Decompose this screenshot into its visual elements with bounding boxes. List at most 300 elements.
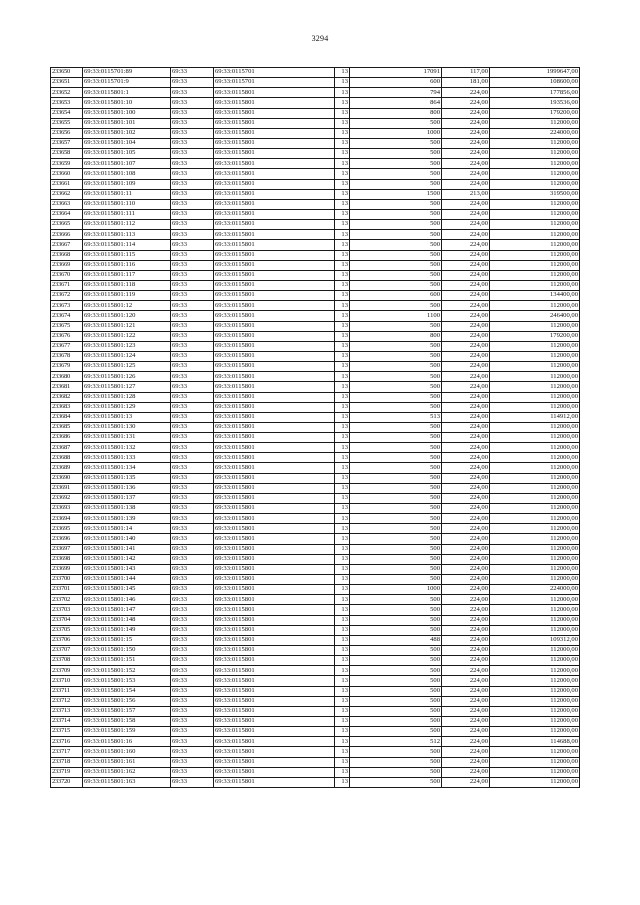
region-code-cell: 69:33	[171, 88, 214, 98]
area-cell: 1000	[350, 128, 442, 138]
table-row	[51, 250, 580, 260]
cadastral-number-cell: 69:33:0115801:113	[83, 230, 171, 240]
type-code-cell: 13	[335, 747, 350, 757]
unit-price-cell: 224,00	[442, 392, 490, 402]
unit-price-cell: 224,00	[442, 118, 490, 128]
cadastral-block-cell: 69:33:0115801	[214, 98, 335, 108]
table-row	[51, 230, 580, 240]
area-cell: 500	[350, 534, 442, 544]
area-cell: 500	[350, 463, 442, 473]
cadastral-number-cell: 69:33:0115801:118	[83, 280, 171, 290]
cadastral-value-cell: 112000,00	[490, 149, 580, 159]
cadastral-block-cell: 69:33:0115801	[214, 625, 335, 635]
cadastral-block-cell: 69:33:0115801	[214, 240, 335, 250]
cadastral-number-cell: 69:33:0115801:115	[83, 250, 171, 260]
cadastral-value-cell: 112000,00	[490, 463, 580, 473]
area-cell: 500	[350, 727, 442, 737]
row-number-cell: 233656	[51, 128, 83, 138]
cadastral-block-cell: 69:33:0115801	[214, 646, 335, 656]
row-number-cell: 233691	[51, 483, 83, 493]
area-cell: 500	[350, 504, 442, 514]
cadastral-number-cell: 69:33:0115801:143	[83, 564, 171, 574]
unit-price-cell: 224,00	[442, 362, 490, 372]
unit-price-cell: 224,00	[442, 737, 490, 747]
table-row	[51, 189, 580, 199]
row-number-cell: 233674	[51, 311, 83, 321]
cadastral-block-cell: 69:33:0115801	[214, 463, 335, 473]
row-number-cell: 233650	[51, 68, 83, 78]
cadastral-value-cell: 112000,00	[490, 341, 580, 351]
unit-price-cell: 224,00	[442, 635, 490, 645]
cadastral-block-cell: 69:33:0115801	[214, 382, 335, 392]
table-row	[51, 240, 580, 250]
table-row	[51, 159, 580, 169]
cadastral-value-cell: 114688,00	[490, 737, 580, 747]
region-code-cell: 69:33	[171, 615, 214, 625]
type-code-cell: 13	[335, 149, 350, 159]
row-number-cell: 233683	[51, 402, 83, 412]
type-code-cell: 13	[335, 615, 350, 625]
cadastral-number-cell: 69:33:0115801:152	[83, 666, 171, 676]
cadastral-block-cell: 69:33:0115801	[214, 666, 335, 676]
unit-price-cell: 224,00	[442, 169, 490, 179]
cadastral-value-cell: 179200,00	[490, 108, 580, 118]
area-cell: 500	[350, 696, 442, 706]
cadastral-value-cell: 114912,00	[490, 412, 580, 422]
area-cell: 800	[350, 108, 442, 118]
area-cell: 500	[350, 625, 442, 635]
unit-price-cell: 224,00	[442, 443, 490, 453]
type-code-cell: 13	[335, 291, 350, 301]
area-cell: 500	[350, 351, 442, 361]
region-code-cell: 69:33	[171, 341, 214, 351]
cadastral-number-cell: 69:33:0115801:12	[83, 301, 171, 311]
table-row	[51, 108, 580, 118]
cadastral-number-cell: 69:33:0115801:141	[83, 544, 171, 554]
row-number-cell: 233704	[51, 615, 83, 625]
cadastral-value-cell: 112000,00	[490, 706, 580, 716]
table-row	[51, 209, 580, 219]
region-code-cell: 69:33	[171, 402, 214, 412]
table-row	[51, 524, 580, 534]
row-number-cell: 233696	[51, 534, 83, 544]
cadastral-value-cell: 112000,00	[490, 280, 580, 290]
area-cell: 500	[350, 605, 442, 615]
region-code-cell: 69:33	[171, 605, 214, 615]
table-row	[51, 179, 580, 189]
unit-price-cell: 224,00	[442, 504, 490, 514]
table-row	[51, 737, 580, 747]
cadastral-value-cell: 112000,00	[490, 240, 580, 250]
region-code-cell: 69:33	[171, 280, 214, 290]
unit-price-cell: 224,00	[442, 301, 490, 311]
cadastral-number-cell: 69:33:0115801:104	[83, 138, 171, 148]
region-code-cell: 69:33	[171, 138, 214, 148]
cadastral-block-cell: 69:33:0115801	[214, 392, 335, 402]
cadastral-block-cell: 69:33:0115801	[214, 615, 335, 625]
table-row	[51, 301, 580, 311]
cadastral-block-cell: 69:33:0115801	[214, 321, 335, 331]
unit-price-cell: 224,00	[442, 331, 490, 341]
area-cell: 500	[350, 270, 442, 280]
type-code-cell: 13	[335, 179, 350, 189]
row-number-cell: 233659	[51, 159, 83, 169]
row-number-cell: 233684	[51, 412, 83, 422]
cadastral-block-cell: 69:33:0115801	[214, 433, 335, 443]
cadastral-block-cell: 69:33:0115801	[214, 696, 335, 706]
row-number-cell: 233669	[51, 260, 83, 270]
cadastral-number-cell: 69:33:0115801:108	[83, 169, 171, 179]
area-cell: 794	[350, 88, 442, 98]
table-row	[51, 544, 580, 554]
unit-price-cell: 224,00	[442, 220, 490, 230]
cadastral-value-cell: 112000,00	[490, 696, 580, 706]
region-code-cell: 69:33	[171, 412, 214, 422]
table-row	[51, 777, 580, 787]
row-number-cell: 233695	[51, 524, 83, 534]
cadastral-number-cell: 69:33:0115801:157	[83, 706, 171, 716]
area-cell: 500	[350, 686, 442, 696]
cadastral-block-cell: 69:33:0115801	[214, 443, 335, 453]
cadastral-value-cell: 112000,00	[490, 118, 580, 128]
unit-price-cell: 224,00	[442, 727, 490, 737]
area-cell: 500	[350, 757, 442, 767]
row-number-cell: 233665	[51, 220, 83, 230]
region-code-cell: 69:33	[171, 514, 214, 524]
cadastral-value-cell: 112000,00	[490, 433, 580, 443]
table-row	[51, 149, 580, 159]
cadastral-number-cell: 69:33:0115801:120	[83, 311, 171, 321]
cadastral-block-cell: 69:33:0115801	[214, 483, 335, 493]
cadastral-number-cell: 69:33:0115801:147	[83, 605, 171, 615]
area-cell: 500	[350, 260, 442, 270]
table-row	[51, 362, 580, 372]
unit-price-cell: 224,00	[442, 595, 490, 605]
cadastral-block-cell: 69:33:0115801	[214, 311, 335, 321]
cadastral-block-cell: 69:33:0115801	[214, 402, 335, 412]
type-code-cell: 13	[335, 402, 350, 412]
region-code-cell: 69:33	[171, 625, 214, 635]
cadastral-value-cell: 112000,00	[490, 534, 580, 544]
row-number-cell: 233676	[51, 331, 83, 341]
cadastral-number-cell: 69:33:0115801:112	[83, 220, 171, 230]
cadastral-block-cell: 69:33:0115801	[214, 260, 335, 270]
type-code-cell: 13	[335, 635, 350, 645]
unit-price-cell: 224,00	[442, 534, 490, 544]
table-row	[51, 646, 580, 656]
row-number-cell: 233680	[51, 372, 83, 382]
region-code-cell: 69:33	[171, 220, 214, 230]
cadastral-number-cell: 69:33:0115801:142	[83, 554, 171, 564]
table-row	[51, 514, 580, 524]
area-cell: 500	[350, 362, 442, 372]
region-code-cell: 69:33	[171, 534, 214, 544]
row-number-cell: 233707	[51, 646, 83, 656]
area-cell: 500	[350, 321, 442, 331]
region-code-cell: 69:33	[171, 362, 214, 372]
unit-price-cell: 224,00	[442, 108, 490, 118]
region-code-cell: 69:33	[171, 301, 214, 311]
type-code-cell: 13	[335, 504, 350, 514]
region-code-cell: 69:33	[171, 159, 214, 169]
cadastral-value-cell: 112000,00	[490, 169, 580, 179]
row-number-cell: 233666	[51, 230, 83, 240]
cadastral-value-cell: 112000,00	[490, 209, 580, 219]
cadastral-block-cell: 69:33:0115801	[214, 149, 335, 159]
type-code-cell: 13	[335, 372, 350, 382]
region-code-cell: 69:33	[171, 68, 214, 78]
region-code-cell: 69:33	[171, 240, 214, 250]
row-number-cell: 233670	[51, 270, 83, 280]
cadastral-block-cell: 69:33:0115801	[214, 291, 335, 301]
area-cell: 500	[350, 392, 442, 402]
area-cell: 500	[350, 717, 442, 727]
table-row	[51, 138, 580, 148]
unit-price-cell: 224,00	[442, 544, 490, 554]
cadastral-number-cell: 69:33:0115801:126	[83, 372, 171, 382]
row-number-cell: 233713	[51, 706, 83, 716]
row-number-cell: 233716	[51, 737, 83, 747]
area-cell: 1100	[350, 311, 442, 321]
region-code-cell: 69:33	[171, 706, 214, 716]
table-row	[51, 351, 580, 361]
region-code-cell: 69:33	[171, 199, 214, 209]
region-code-cell: 69:33	[171, 372, 214, 382]
unit-price-cell: 224,00	[442, 686, 490, 696]
type-code-cell: 13	[335, 209, 350, 219]
cadastral-value-cell: 112000,00	[490, 727, 580, 737]
table-row	[51, 676, 580, 686]
row-number-cell: 233655	[51, 118, 83, 128]
unit-price-cell: 224,00	[442, 625, 490, 635]
cadastral-value-cell: 112000,00	[490, 757, 580, 767]
row-number-cell: 233678	[51, 351, 83, 361]
cadastral-block-cell: 69:33:0115701	[214, 68, 335, 78]
cadastral-number-cell: 69:33:0115801:123	[83, 341, 171, 351]
table-row	[51, 595, 580, 605]
type-code-cell: 13	[335, 656, 350, 666]
unit-price-cell: 224,00	[442, 240, 490, 250]
cadastral-block-cell: 69:33:0115801	[214, 717, 335, 727]
cadastral-block-cell: 69:33:0115801	[214, 341, 335, 351]
area-cell: 500	[350, 575, 442, 585]
type-code-cell: 13	[335, 443, 350, 453]
cadastral-value-cell: 193536,00	[490, 98, 580, 108]
type-code-cell: 13	[335, 169, 350, 179]
cadastral-block-cell: 69:33:0115801	[214, 179, 335, 189]
region-code-cell: 69:33	[171, 270, 214, 280]
type-code-cell: 13	[335, 412, 350, 422]
cadastral-block-cell: 69:33:0115801	[214, 514, 335, 524]
row-number-cell: 233688	[51, 453, 83, 463]
cadastral-number-cell: 69:33:0115801:158	[83, 717, 171, 727]
area-cell: 500	[350, 544, 442, 554]
region-code-cell: 69:33	[171, 727, 214, 737]
area-cell: 500	[350, 250, 442, 260]
table-row	[51, 585, 580, 595]
table-row	[51, 666, 580, 676]
type-code-cell: 13	[335, 98, 350, 108]
unit-price-cell: 224,00	[442, 554, 490, 564]
region-code-cell: 69:33	[171, 422, 214, 432]
table-row	[51, 534, 580, 544]
unit-price-cell: 224,00	[442, 311, 490, 321]
region-code-cell: 69:33	[171, 544, 214, 554]
cadastral-value-cell: 179200,00	[490, 331, 580, 341]
cadastral-block-cell: 69:33:0115801	[214, 727, 335, 737]
table-row	[51, 727, 580, 737]
cadastral-value-cell: 112000,00	[490, 351, 580, 361]
unit-price-cell: 224,00	[442, 646, 490, 656]
type-code-cell: 13	[335, 128, 350, 138]
region-code-cell: 69:33	[171, 250, 214, 260]
region-code-cell: 69:33	[171, 595, 214, 605]
cadastral-block-cell: 69:33:0115801	[214, 473, 335, 483]
table-row	[51, 605, 580, 615]
table-row	[51, 493, 580, 503]
region-code-cell: 69:33	[171, 453, 214, 463]
cadastral-block-cell: 69:33:0115801	[214, 351, 335, 361]
type-code-cell: 13	[335, 321, 350, 331]
region-code-cell: 69:33	[171, 737, 214, 747]
type-code-cell: 13	[335, 351, 350, 361]
cadastral-value-cell: 112000,00	[490, 514, 580, 524]
cadastral-value-cell: 112000,00	[490, 321, 580, 331]
region-code-cell: 69:33	[171, 169, 214, 179]
row-number-cell: 233681	[51, 382, 83, 392]
region-code-cell: 69:33	[171, 493, 214, 503]
cadastral-number-cell: 69:33:0115801:135	[83, 473, 171, 483]
table-row	[51, 767, 580, 777]
row-number-cell: 233663	[51, 199, 83, 209]
region-code-cell: 69:33	[171, 230, 214, 240]
area-cell: 512	[350, 737, 442, 747]
area-cell: 500	[350, 777, 442, 787]
area-cell: 500	[350, 240, 442, 250]
type-code-cell: 13	[335, 199, 350, 209]
cadastral-value-cell: 112000,00	[490, 372, 580, 382]
row-number-cell: 233675	[51, 321, 83, 331]
cadastral-block-cell: 69:33:0115801	[214, 138, 335, 148]
type-code-cell: 13	[335, 696, 350, 706]
cadastral-number-cell: 69:33:0115801:10	[83, 98, 171, 108]
cadastral-block-cell: 69:33:0115801	[214, 199, 335, 209]
unit-price-cell: 224,00	[442, 382, 490, 392]
type-code-cell: 13	[335, 230, 350, 240]
row-number-cell: 233717	[51, 747, 83, 757]
region-code-cell: 69:33	[171, 331, 214, 341]
cadastral-value-cell: 108600,00	[490, 78, 580, 88]
cadastral-block-cell: 69:33:0115801	[214, 605, 335, 615]
table-row	[51, 433, 580, 443]
unit-price-cell: 224,00	[442, 209, 490, 219]
cadastral-value-cell: 112000,00	[490, 564, 580, 574]
type-code-cell: 13	[335, 138, 350, 148]
row-number-cell: 233658	[51, 149, 83, 159]
row-number-cell: 233710	[51, 676, 83, 686]
cadastral-number-cell: 69:33:0115801:156	[83, 696, 171, 706]
cadastral-number-cell: 69:33:0115801:13	[83, 412, 171, 422]
row-number-cell: 233682	[51, 392, 83, 402]
row-number-cell: 233708	[51, 656, 83, 666]
cadastral-block-cell: 69:33:0115801	[214, 747, 335, 757]
cadastral-block-cell: 69:33:0115801	[214, 169, 335, 179]
unit-price-cell: 224,00	[442, 615, 490, 625]
cadastral-value-cell: 224000,00	[490, 585, 580, 595]
unit-price-cell: 224,00	[442, 199, 490, 209]
cadastral-number-cell: 69:33:0115801:109	[83, 179, 171, 189]
table-row	[51, 68, 580, 78]
cadastral-block-cell: 69:33:0115801	[214, 524, 335, 534]
row-number-cell: 233689	[51, 463, 83, 473]
table-row	[51, 564, 580, 574]
cadastral-block-cell: 69:33:0115801	[214, 301, 335, 311]
unit-price-cell: 224,00	[442, 717, 490, 727]
cadastral-value-cell: 1999647,00	[490, 68, 580, 78]
cadastral-block-cell: 69:33:0115801	[214, 422, 335, 432]
table-row	[51, 625, 580, 635]
row-number-cell: 233693	[51, 504, 83, 514]
cadastral-number-cell: 69:33:0115801:122	[83, 331, 171, 341]
unit-price-cell: 213,00	[442, 189, 490, 199]
unit-price-cell: 224,00	[442, 514, 490, 524]
region-code-cell: 69:33	[171, 179, 214, 189]
row-number-cell: 233686	[51, 433, 83, 443]
unit-price-cell: 224,00	[442, 372, 490, 382]
unit-price-cell: 224,00	[442, 402, 490, 412]
cadastral-value-cell: 246400,00	[490, 311, 580, 321]
cadastral-block-cell: 69:33:0115801	[214, 554, 335, 564]
row-number-cell: 233706	[51, 635, 83, 645]
row-number-cell: 233679	[51, 362, 83, 372]
region-code-cell: 69:33	[171, 757, 214, 767]
area-cell: 488	[350, 635, 442, 645]
cadastral-block-cell: 69:33:0115801	[214, 372, 335, 382]
page-number: 3294	[311, 34, 329, 43]
table-body	[51, 68, 580, 788]
row-number-cell: 233671	[51, 280, 83, 290]
table-row	[51, 443, 580, 453]
cadastral-number-cell: 69:33:0115801:162	[83, 767, 171, 777]
unit-price-cell: 224,00	[442, 230, 490, 240]
region-code-cell: 69:33	[171, 686, 214, 696]
unit-price-cell: 224,00	[442, 159, 490, 169]
table-row	[51, 382, 580, 392]
table-row	[51, 463, 580, 473]
cadastral-number-cell: 69:33:0115801:163	[83, 777, 171, 787]
type-code-cell: 13	[335, 767, 350, 777]
area-cell: 500	[350, 138, 442, 148]
region-code-cell: 69:33	[171, 433, 214, 443]
cadastral-block-cell: 69:33:0115801	[214, 737, 335, 747]
type-code-cell: 13	[335, 341, 350, 351]
unit-price-cell: 224,00	[442, 706, 490, 716]
table-row	[51, 341, 580, 351]
table-row	[51, 635, 580, 645]
region-code-cell: 69:33	[171, 767, 214, 777]
area-cell: 500	[350, 514, 442, 524]
table-row	[51, 291, 580, 301]
cadastral-number-cell: 69:33:0115801:140	[83, 534, 171, 544]
unit-price-cell: 224,00	[442, 280, 490, 290]
cadastral-value-cell: 112000,00	[490, 362, 580, 372]
row-number-cell: 233719	[51, 767, 83, 777]
cadastral-block-cell: 69:33:0115801	[214, 767, 335, 777]
cadastral-value-cell: 112000,00	[490, 625, 580, 635]
table-row	[51, 402, 580, 412]
region-code-cell: 69:33	[171, 646, 214, 656]
area-cell: 500	[350, 676, 442, 686]
